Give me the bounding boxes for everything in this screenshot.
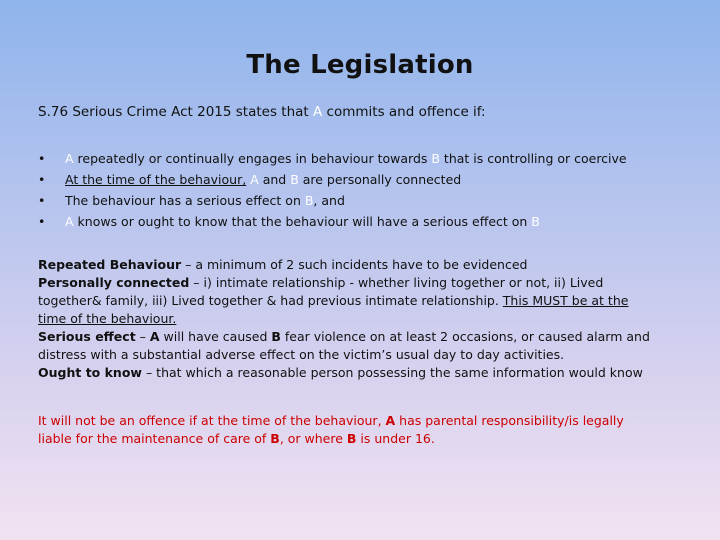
party-a: A (65, 214, 74, 229)
bullet-icon: • (38, 193, 46, 208)
definition-text: – that which a reasonable person possessing the same information would know (141, 365, 643, 380)
list-item-text: knows or ought to know that the behaviour will have a serious effect on (73, 214, 532, 229)
slide-title: The Legislation (246, 50, 474, 80)
bullet-icon: • (38, 151, 46, 166)
party-a: A (246, 172, 259, 187)
definition-serious-effect (38, 328, 660, 364)
party-b: B (304, 193, 314, 208)
note-text: , or where (279, 431, 347, 446)
party-b: B (290, 172, 299, 187)
definition-text: fear violence on at least 2 occasions, or caused alarm and distress with a substantial adverse effect on the victim’s usual day to day activities. (38, 329, 650, 362)
list-item (38, 211, 627, 232)
list-item-text: are personally connected (298, 172, 462, 187)
party-b: B (431, 151, 440, 166)
intro-before: S.76 Serious Crime Act 2015 states that (38, 104, 314, 120)
note-text: is under 16. (356, 431, 435, 446)
definition-text: – a minimum of 2 such incidents have to be evidenced (181, 257, 528, 272)
list-item (38, 169, 627, 190)
list-item (38, 190, 627, 211)
intro-party-a: A (313, 104, 323, 120)
bullet-icon: • (38, 172, 46, 187)
party-a: A (149, 329, 160, 344)
offence-conditions-list (38, 148, 627, 232)
party-a: A (65, 151, 74, 166)
list-item-text: repeatedly or continually engages in behaviour towards (73, 151, 432, 166)
definition-term: Ought to know (38, 365, 142, 380)
bullet-icon: • (38, 214, 46, 229)
party-b: B (271, 329, 281, 344)
list-item-text: , and (313, 193, 345, 208)
intro-text (38, 104, 486, 120)
party-a: A (385, 413, 396, 428)
list-item-text: The behaviour has a serious effect on (65, 193, 305, 208)
definition-underlined-text: This MUST be at the time of the behaviour. (38, 293, 629, 326)
party-b: B (346, 431, 357, 446)
list-item-text: that is controlling or coercive (439, 151, 627, 166)
list-item (38, 148, 627, 169)
definition-personally-connected (38, 274, 660, 328)
party-b: B (531, 214, 540, 229)
list-item-text: and (258, 172, 291, 187)
definitions-block (38, 256, 660, 382)
definition-repeated-behaviour (38, 256, 660, 274)
definition-term: Repeated Behaviour (38, 257, 182, 272)
exception-note (38, 412, 660, 448)
definition-text: – (135, 329, 150, 344)
definition-text: – i) intimate relationship - whether living together or not, ii) Lived together& family, iii) Lived together & had previous intimate relationship. (38, 275, 604, 308)
party-b: B (270, 431, 280, 446)
definition-term: Personally connected (38, 275, 190, 290)
intro-after: commits and offence if: (322, 104, 486, 120)
list-item-underlined-text: At the time of the behaviour, (65, 172, 247, 187)
definition-ought-to-know (38, 364, 660, 382)
definition-term: Serious effect (38, 329, 136, 344)
note-text: has parental responsibility/is legally liable for the maintenance of care of (38, 413, 624, 446)
note-text: It will not be an offence if at the time of the behaviour, (38, 413, 386, 428)
definition-text: will have caused (159, 329, 272, 344)
